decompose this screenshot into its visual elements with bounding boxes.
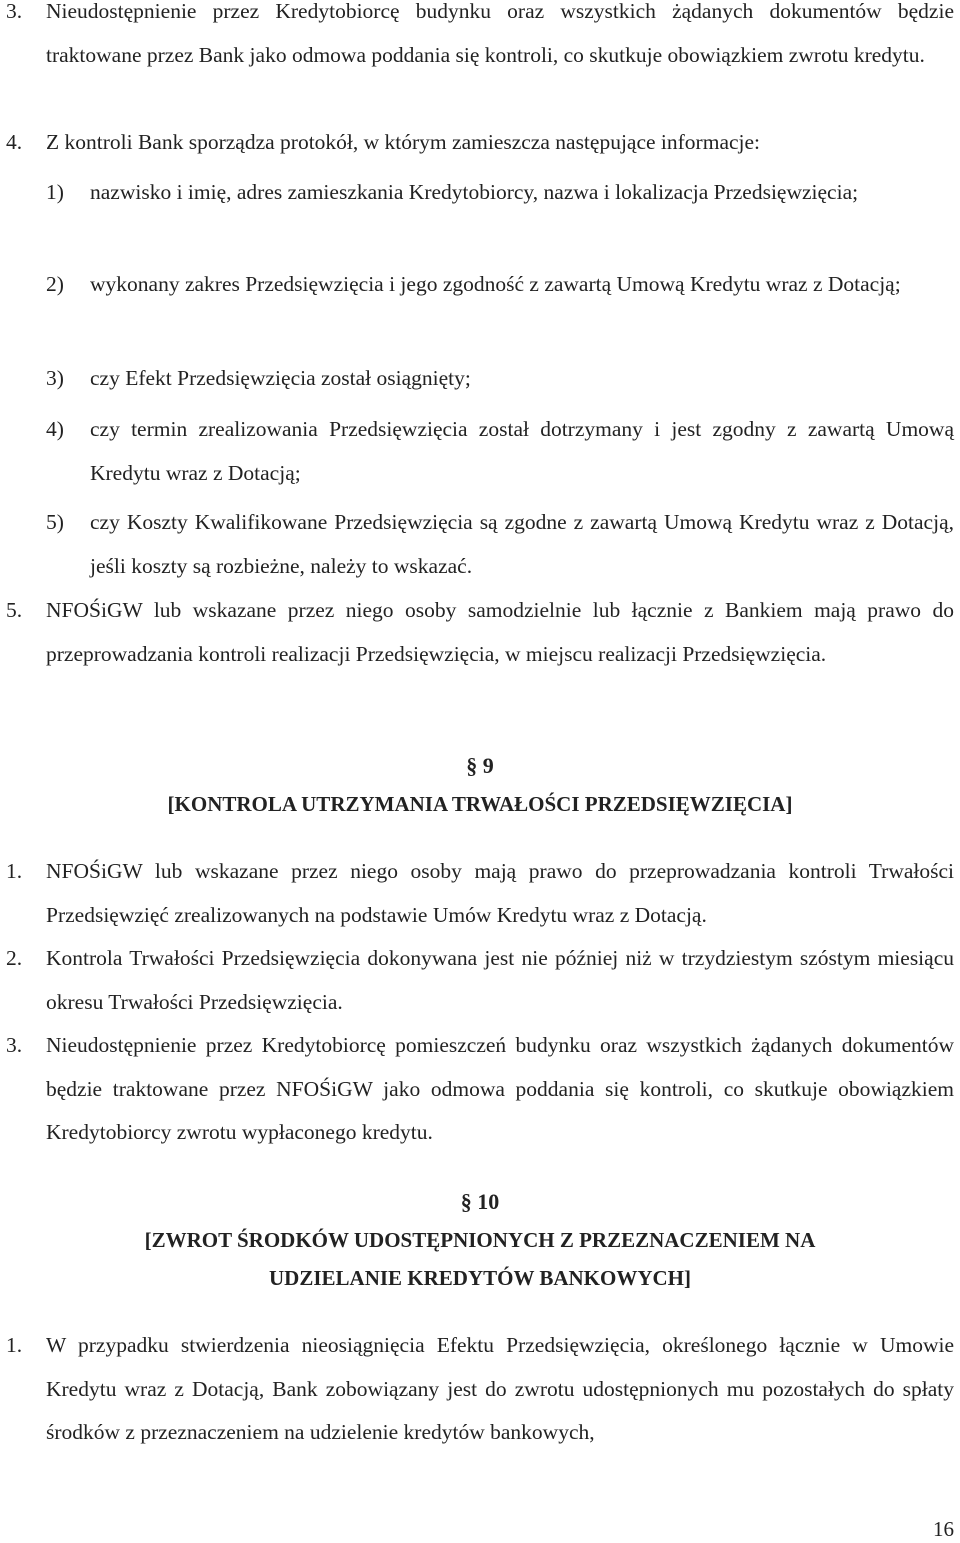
section-10-title-line1: [ZWROT ŚRODKÓW UDOSTĘPNIONYCH Z PRZEZNACZENIEM NA bbox=[144, 1228, 816, 1252]
sub-item-text: nazwisko i imię, adres zamieszkania Kredytobiorcy, nazwa i lokalizacja Przedsięwzięcia; bbox=[90, 180, 859, 204]
section-10-title-line2: UDZIELANIE KREDYTÓW BANKOWYCH] bbox=[269, 1266, 691, 1290]
sub-item-number: 3) bbox=[46, 366, 64, 390]
sub-item-text: wykonany zakres Przedsięwzięcia i jego zgodność z zawartą Umową Kredytu wraz z Dotacją; bbox=[90, 272, 901, 296]
sub-item-number: 2) bbox=[46, 272, 64, 296]
section-10-number: § 10 bbox=[460, 1189, 500, 1214]
item-text: Z kontroli Bank sporządza protokół, w którym zamieszcza następujące informacje: bbox=[46, 130, 761, 154]
item-text: W przypadku stwierdzenia nieosiągnięcia Efektu Przedsięwzięcia, określonego łącznie w Umowie Kredytu wraz z Dotacją, Bank zobowiązany jest do zwrotu udostępnionych mu pozostałych do spłaty środków z przeznaczeniem na udzielenie kredytów bankowych, bbox=[46, 1333, 954, 1444]
sub-item-text: czy Efekt Przedsięwzięcia został osiągnięty; bbox=[90, 366, 471, 390]
sub-item-number: 5) bbox=[46, 510, 64, 534]
item-number: 5. bbox=[6, 598, 23, 622]
sub-item-number: 1) bbox=[46, 180, 64, 204]
item-text: NFOŚiGW lub wskazane przez niego osoby mają prawo do przeprowadzania kontroli Trwałości Przedsięwzięć zrealizowanych na podstawie Umów Kredytu wraz z Dotacją. bbox=[46, 859, 954, 927]
item-text: Kontrola Trwałości Przedsięwzięcia dokonywana jest nie później niż w trzydziestym szóstym miesiącu okresu Trwałości Przedsięwzięcia. bbox=[46, 946, 954, 1014]
sub-item-text: czy termin zrealizowania Przedsięwzięcia został dotrzymany i jest zgodny z zawartą Umową Kredytu wraz z Dotacją; bbox=[90, 417, 954, 485]
page-number: 16 bbox=[933, 1517, 954, 1541]
item-text: NFOŚiGW lub wskazane przez niego osoby samodzielnie lub łącznie z Bankiem mają prawo do przeprowadzania kontroli realizacji Przedsięwzięcia, w miejscu realizacji Przedsięwzięcia. bbox=[46, 598, 954, 666]
item-text: Nieudostępnienie przez Kredytobiorcę pomieszczeń budynku oraz wszystkich żądanych dokumentów będzie traktowane przez NFOŚiGW jako odmowa poddania się kontroli, co skutkuje obowiązkiem Kredytobiorcy zwrotu wypłaconego kredytu. bbox=[46, 1033, 954, 1144]
item-number: 1. bbox=[6, 859, 23, 883]
item-number: 3. bbox=[6, 0, 23, 23]
item-number: 3. bbox=[6, 1033, 23, 1057]
sub-item-text: czy Koszty Kwalifikowane Przedsięwzięcia są zgodne z zawartą Umową Kredytu wraz z Dotacją, jeśli koszty są rozbieżne, należy to wskazać. bbox=[90, 510, 954, 578]
section-9-number: § 9 bbox=[466, 753, 494, 778]
section-9-title: [KONTROLA UTRZYMANIA TRWAŁOŚCI PRZEDSIĘWZIĘCIA] bbox=[167, 792, 793, 816]
item-number: 1. bbox=[6, 1333, 23, 1357]
item-text: Nieudostępnienie przez Kredytobiorcę budynku oraz wszystkich żądanych dokumentów będzie traktowane przez Bank jako odmowa poddania się kontroli, co skutkuje obowiązkiem zwrotu kredytu. bbox=[46, 0, 954, 67]
item-number: 4. bbox=[6, 130, 23, 154]
item-number: 2. bbox=[6, 946, 23, 970]
sub-item-number: 4) bbox=[46, 417, 64, 441]
